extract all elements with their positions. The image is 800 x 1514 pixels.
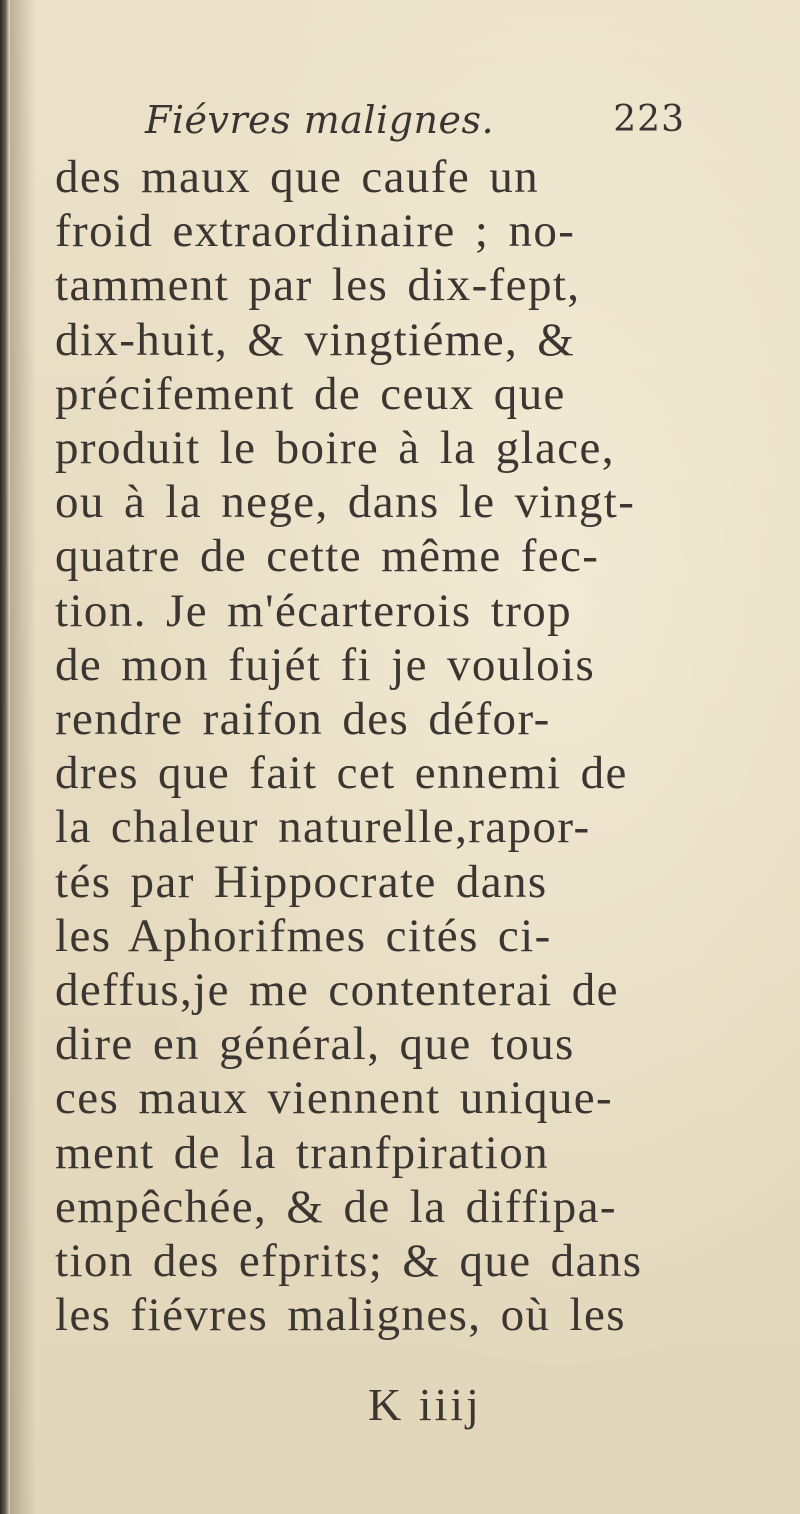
text-line: deffus,je me contenterai de: [55, 964, 619, 1017]
signature-mark: K iiij: [368, 1379, 482, 1430]
text-line: ment de la tranfpiration: [55, 1126, 550, 1179]
text-line: précifement de ceux que: [55, 367, 566, 420]
text-line: produit le boire à la glace,: [55, 422, 615, 475]
body-text: [55, 150, 695, 1342]
text-line: quatre de cette même fec-: [55, 530, 600, 583]
binding-edge: [0, 0, 10, 1514]
page-number: 223: [613, 99, 685, 140]
running-head: Fiévres malignes.: [145, 98, 495, 142]
text-line: la chaleur naturelle,rapor-: [55, 801, 591, 854]
text-line: tamment par les dix-fept,: [55, 259, 581, 312]
text-line: dres que fait cet ennemi de: [55, 747, 628, 800]
text-line: les Aphorifmes cités ci-: [55, 909, 552, 962]
text-line: ou à la nege, dans le vingt-: [55, 476, 636, 529]
text-line: empêchée, & de la diffipa-: [55, 1180, 617, 1233]
text-line: des maux que caufe un: [55, 151, 540, 203]
text-line: froid extraordinaire ; no-: [55, 205, 576, 258]
text-line: dix-huit, & vingtiéme, &: [55, 313, 576, 366]
text-line: de mon fujét fi je voulois: [55, 638, 596, 691]
text-line: tion. Je m'écarterois trop: [55, 584, 573, 637]
text-line: ces maux viennent unique-: [55, 1072, 614, 1125]
text-line: les fiévres malignes, où les: [55, 1289, 626, 1342]
binding-shadow: [10, 0, 36, 1514]
text-line: tés par Hippocrate dans: [55, 855, 548, 908]
text-line: tion des efprits; & que dans: [55, 1235, 643, 1288]
text-line: rendre raifon des défor-: [55, 693, 551, 746]
text-line: dire en général, que tous: [55, 1018, 575, 1071]
